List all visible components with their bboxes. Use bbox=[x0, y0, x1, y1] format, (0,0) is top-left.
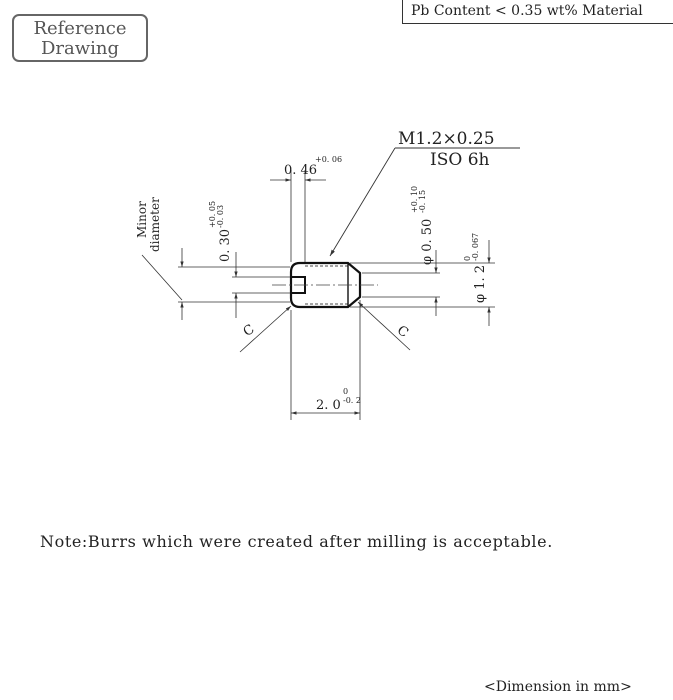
length-tol-lower: -0. 2 bbox=[343, 396, 361, 405]
minor-diameter-label-line2: diameter bbox=[148, 197, 162, 252]
slot-depth-tol-upper: +0. 05 bbox=[208, 200, 217, 228]
slot-depth-value: 0. 30 bbox=[218, 228, 233, 262]
thread-spec: M1.2×0.25 bbox=[398, 129, 495, 149]
slot-width-tolerance: +0. 06 bbox=[315, 155, 343, 164]
reference-label-line2: Drawing bbox=[40, 38, 120, 59]
major-diameter-tol-upper: 0 bbox=[463, 255, 472, 261]
minor-diameter-leader bbox=[142, 255, 182, 300]
slot-depth-dimension bbox=[178, 248, 290, 320]
minor-diameter-label-line1: Minor bbox=[135, 201, 149, 238]
chamfer-left-label: C bbox=[240, 321, 258, 340]
slot-width-value: 0. 46 bbox=[284, 163, 318, 178]
length-tol-upper: 0 bbox=[343, 387, 349, 396]
burr-note: Note:Burrs which were created after milling is acceptable. bbox=[40, 532, 553, 551]
point-diameter-tol-upper: +0. 10 bbox=[410, 185, 419, 213]
major-diameter-tol-lower: -0. 067 bbox=[471, 232, 480, 261]
thread-leader-line bbox=[330, 148, 395, 256]
slot-width-dimension bbox=[270, 170, 326, 262]
thread-tolerance: ISO 6h bbox=[430, 150, 490, 170]
units-note: <Dimension in mm> bbox=[484, 679, 632, 695]
point-diameter-value: φ 0. 50 bbox=[420, 218, 435, 265]
length-value: 2. 0 bbox=[316, 398, 341, 413]
slot-depth-tol-lower: -0. 03 bbox=[216, 204, 225, 228]
point-diameter-tol-lower: -0. 15 bbox=[418, 189, 427, 213]
reference-label-line1: Reference bbox=[33, 18, 127, 39]
material-note-text: Pb Content < 0.35 wt% Material bbox=[411, 3, 643, 19]
chamfer-right-label: C bbox=[394, 322, 411, 341]
major-diameter-value: φ 1. 2 bbox=[473, 264, 488, 303]
